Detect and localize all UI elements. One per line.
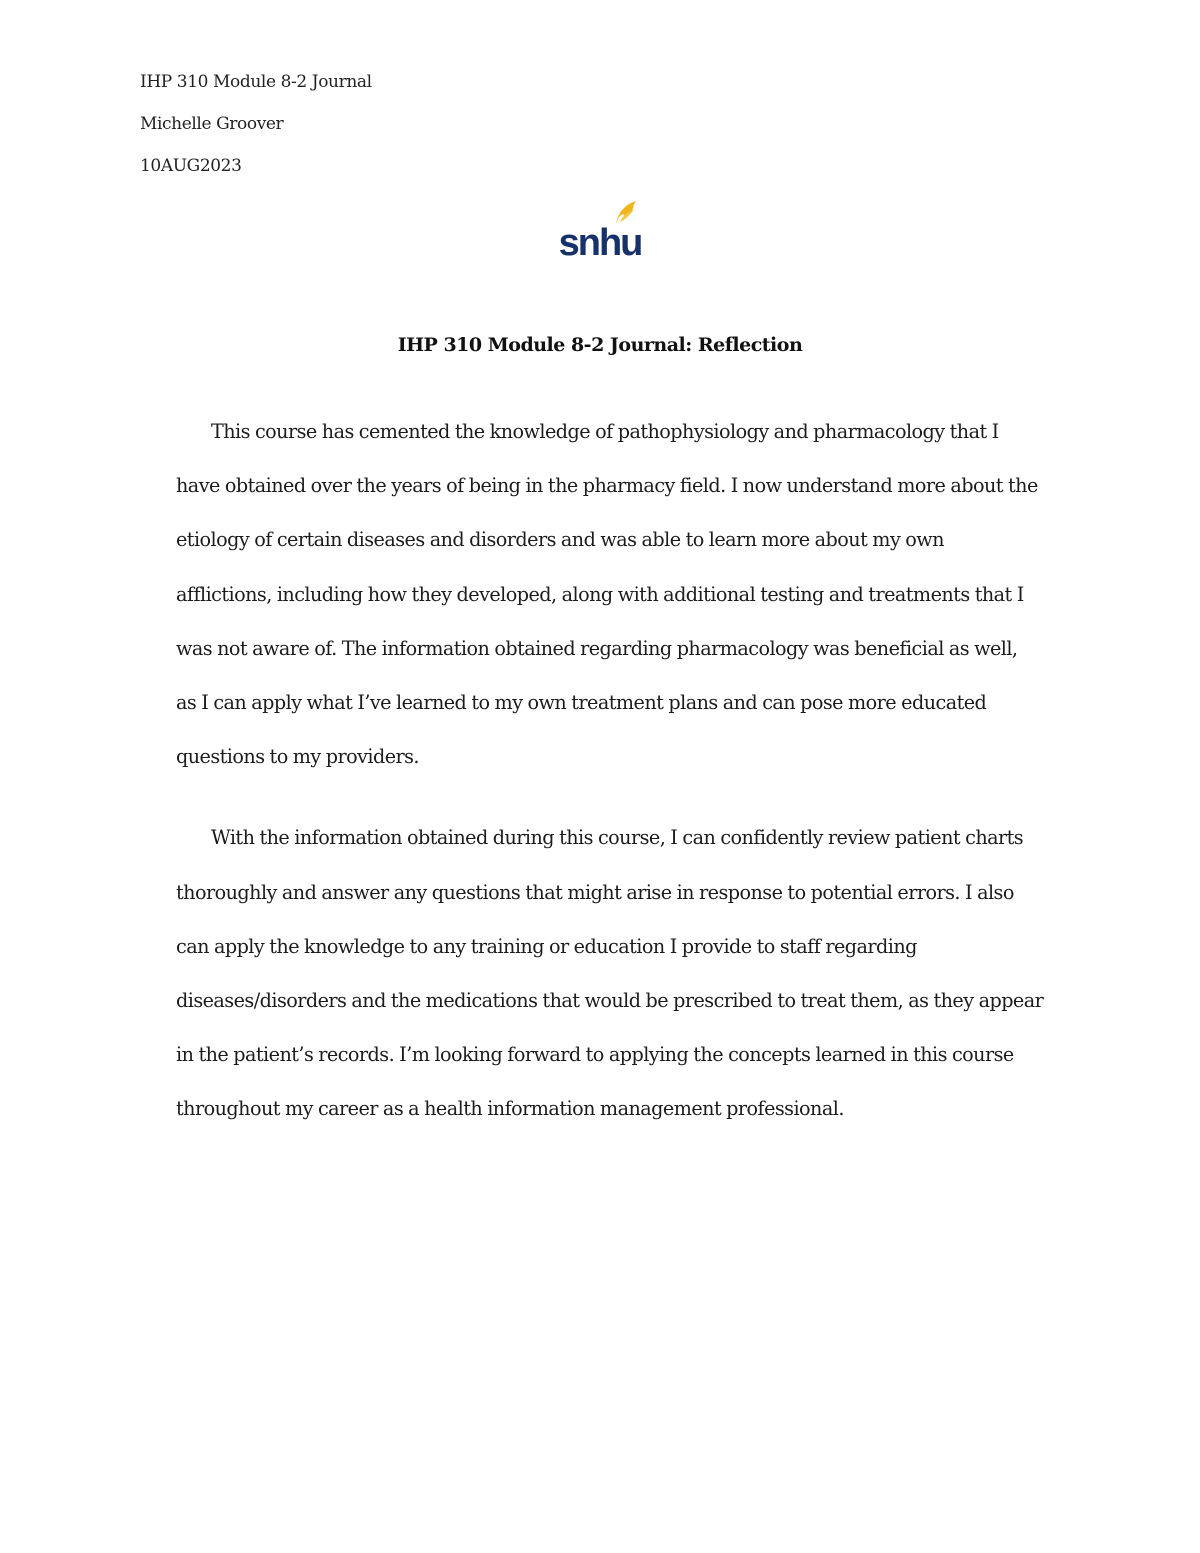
author-name: Michelle Groover <box>140 114 284 134</box>
paragraph-spacer <box>176 790 1076 817</box>
document-title: IHP 310 Module 8-2 Journal: Reflection <box>397 334 803 356</box>
paragraph-line: throughout my career as a health information management professional. <box>176 1097 844 1121</box>
paragraph-line: as I can apply what I’ve learned to my own treatment plans and can pose more educated <box>176 690 987 714</box>
paragraph-line: in the patient’s records. I’m looking forward to applying the concepts learned in this course <box>176 1043 1014 1067</box>
document-body <box>176 411 1076 1142</box>
paragraph-line: thoroughly and answer any questions that might arise in response to potential errors. I also <box>176 880 1014 904</box>
body-paragraph <box>176 817 1076 1142</box>
snhu-logo <box>554 198 646 264</box>
document-header <box>140 68 372 194</box>
course-line: IHP 310 Module 8-2 Journal <box>140 72 372 92</box>
paragraph-line: was not aware of. The information obtained regarding pharmacology was beneficial as well, <box>176 636 1018 660</box>
paragraph-line: can apply the knowledge to any training or education I provide to staff regarding <box>176 934 917 958</box>
paragraph-line: diseases/disorders and the medications that would be prescribed to treat them, as they appear <box>176 988 1044 1012</box>
paragraph-line: etiology of certain diseases and disorders and was able to learn more about my own <box>176 528 944 552</box>
paragraph-line: afflictions, including how they developed, along with additional testing and treatments that I <box>176 582 1024 606</box>
document-date: 10AUG2023 <box>140 156 242 176</box>
flame-icon <box>616 201 636 224</box>
paragraph-line: questions to my providers. <box>176 745 419 769</box>
body-paragraph <box>176 411 1076 790</box>
paragraph-line: This course has cemented the knowledge of pathophysiology and pharmacology that I <box>211 420 999 443</box>
snhu-logo-text: snhu <box>558 222 642 264</box>
paragraph-line: have obtained over the years of being in the pharmacy field. I now understand more about the <box>176 474 1038 498</box>
paragraph-line: With the information obtained during this course, I can confidently review patient charts <box>211 826 1024 850</box>
snhu-logo-graphic <box>554 198 646 264</box>
